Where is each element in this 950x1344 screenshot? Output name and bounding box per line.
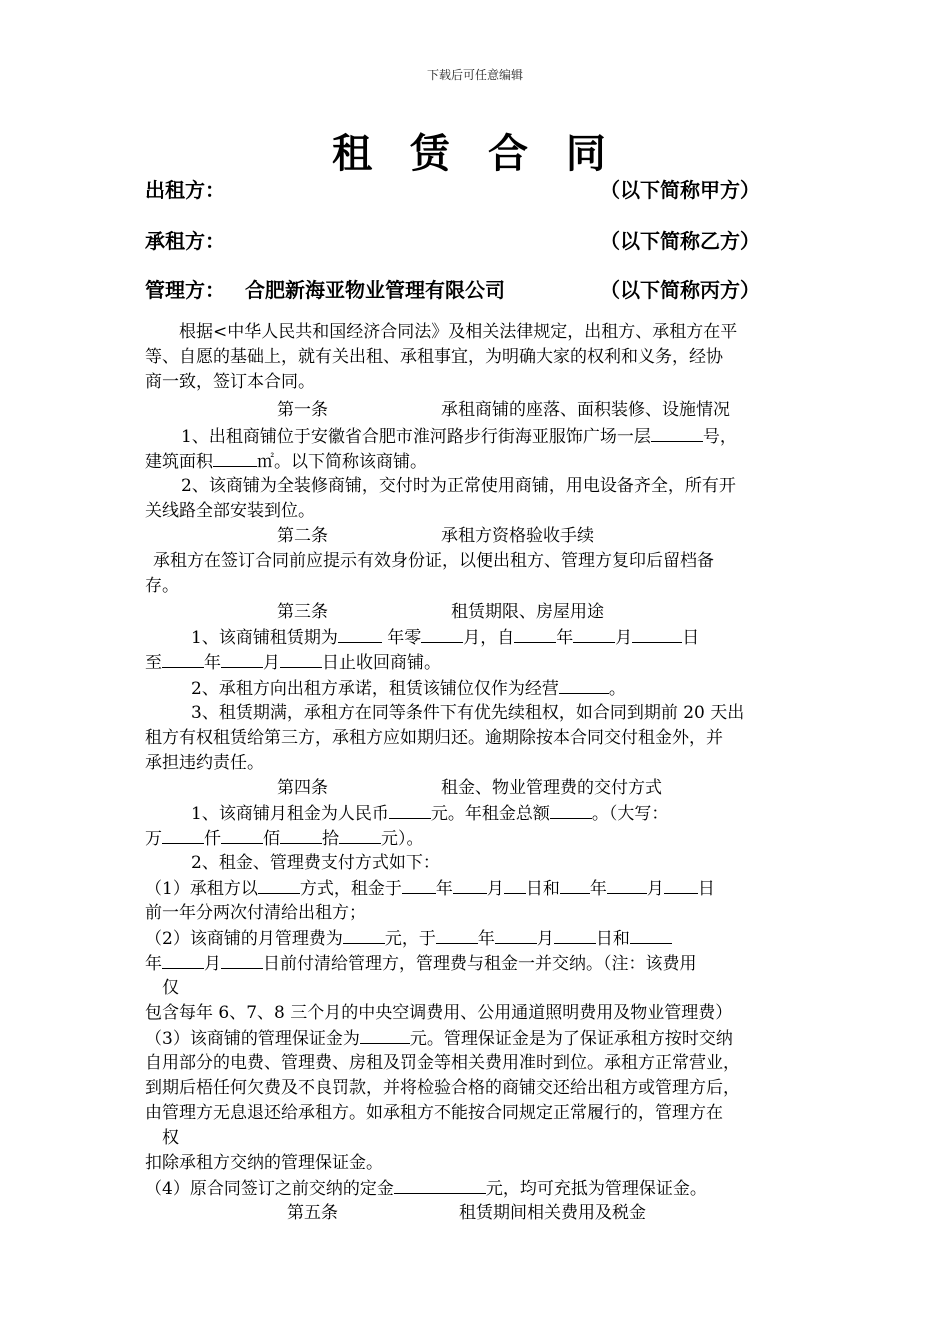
article-title: 租赁期限、房屋用途 xyxy=(451,602,604,622)
party-name: 合肥新海亚物业管理有限公司 xyxy=(245,278,505,302)
article-number: 第三条 xyxy=(277,602,328,622)
blank-field xyxy=(339,826,381,844)
blank-field xyxy=(453,876,487,894)
article-4-sub-3-cont: 扣除承租方交纳的管理保证金。 xyxy=(145,1153,383,1173)
article-2-clause-cont: 存。 xyxy=(145,576,179,596)
blank-field xyxy=(632,625,682,643)
article-3-clause-1-cont: 至 年 月 日止收回商铺。 xyxy=(145,650,441,675)
intro-line: 根据<中华人民共和国经济合同法》及相关法律规定，出租方、承租方在平 xyxy=(179,322,738,342)
article-3-clause-1: 1、该商铺租赁期为 年零 月，自 年 月 日 xyxy=(191,625,699,650)
blank-field xyxy=(607,876,647,894)
blank-field xyxy=(559,676,609,694)
article-4-sub-1: （1）承租方以 方式，租金于 年 月 日和 年 月 日 xyxy=(145,876,715,901)
article-number: 第一条 xyxy=(277,400,328,420)
intro-line: 商一致，签订本合同。 xyxy=(145,372,315,392)
article-3-clause-3-cont: 承担违约责任。 xyxy=(145,753,264,773)
article-4-sub-3-cont: 由管理方无息退还给承租方。如承租方不能按合同规定正常履行的，管理方在 xyxy=(145,1103,723,1123)
blank-field xyxy=(495,926,537,944)
blank-field xyxy=(162,951,204,969)
intro-line: 等、自愿的基础上，就有关出租、承租事宜，为明确大家的权利和义务，经协 xyxy=(145,347,723,367)
blank-field xyxy=(630,926,672,944)
party-label: 管理方： xyxy=(145,278,225,302)
article-1-clause-1-cont: 建筑面积 ㎡。以下简称该商铺。 xyxy=(145,449,427,474)
blank-field xyxy=(221,826,263,844)
party-alias: （以下简称乙方） xyxy=(600,229,760,253)
blank-field xyxy=(554,926,596,944)
blank-field xyxy=(280,650,322,668)
article-4-sub-2-cont: 包含每年 6、7、8 三个月的中央空调费用、公用通道照明费用及物业管理费） xyxy=(145,1003,733,1023)
blank-field xyxy=(221,951,263,969)
blank-field xyxy=(514,625,556,643)
article-4-sub-2: （2）该商铺的月管理费为 元，于 年 月 日和 xyxy=(145,926,672,951)
party-label: 出租方： xyxy=(145,178,225,202)
article-1-clause-2-cont: 关线路全部安装到位。 xyxy=(145,501,315,521)
blank-field xyxy=(402,876,436,894)
blank-field xyxy=(162,826,204,844)
blank-field xyxy=(258,876,300,894)
article-4-sub-3-cont: 权 xyxy=(162,1128,179,1148)
blank-field xyxy=(560,876,590,894)
article-3-clause-3-cont: 租方有权租赁给第三方，承租方应如期归还。逾期除按本合同交付租金外，并 xyxy=(145,728,723,748)
article-4-clause-1: 1、该商铺月租金为人民币 元。年租金总额 。（大写： xyxy=(191,801,668,826)
article-number: 第四条 xyxy=(277,778,328,798)
party-lessee xyxy=(145,225,805,253)
article-4-sub-3-cont: 自用部分的电费、管理费、房租及罚金等相关费用准时到位。承租方正常营业， xyxy=(145,1053,740,1073)
party-lessor xyxy=(145,174,805,202)
blank-field xyxy=(360,1026,410,1044)
blank-field xyxy=(664,876,698,894)
party-manager xyxy=(145,274,805,302)
article-title: 租金、物业管理费的交付方式 xyxy=(441,778,662,798)
article-1-clause-2: 2、该商铺为全装修商铺，交付时为正常使用商铺，用电设备齐全，所有开 xyxy=(181,476,736,496)
article-title: 租赁期间相关费用及税金 xyxy=(459,1203,646,1223)
article-4-sub-2-cont: 仅 xyxy=(162,978,179,998)
article-4-sub-2-cont: 年 月 日前付清给管理方，管理费与租金一并交纳。（注：该费用 xyxy=(145,951,697,976)
blank-field xyxy=(504,876,526,894)
blank-field xyxy=(162,650,204,668)
blank-field xyxy=(338,625,382,643)
header-note: 下载后可任意编辑 xyxy=(426,68,523,82)
party-alias: （以下简称甲方） xyxy=(600,178,760,202)
article-4-sub-1-cont: 前一年分两次付清给出租方； xyxy=(145,903,366,923)
blank-field xyxy=(550,801,592,819)
blank-field xyxy=(389,801,431,819)
blank-field xyxy=(280,826,322,844)
article-3-clause-3: 3、租赁期满，承租方在同等条件下有优先续租权，如合同到期前 20 天出 xyxy=(191,703,745,723)
blank-field xyxy=(436,926,478,944)
blank-field xyxy=(573,625,615,643)
article-number: 第五条 xyxy=(287,1203,338,1223)
party-alias: （以下简称丙方） xyxy=(600,278,760,302)
article-title: 承租商铺的座落、面积装修、设施情况 xyxy=(441,400,730,420)
blank-field xyxy=(213,449,257,467)
party-label: 承租方： xyxy=(145,229,225,253)
contract-title: 租 赁 合 同 xyxy=(332,130,618,177)
article-3-clause-2: 2、承租方向出租方承诺，租赁该铺位仅作为经营 。 xyxy=(191,676,626,701)
article-4-clause-2: 2、租金、管理费支付方式如下： xyxy=(191,853,440,873)
article-number: 第二条 xyxy=(277,526,328,546)
article-4-sub-3: （3）该商铺的管理保证金为 元。管理保证金是为了保证承租方按时交纳 xyxy=(145,1026,733,1051)
article-title: 承租方资格验收手续 xyxy=(441,526,594,546)
article-1-clause-1: 1、出租商铺位于安徽省合肥市淮河路步行街海亚服饰广场一层 号， xyxy=(181,424,737,449)
article-4-sub-4: （4）原合同签订之前交纳的定金 元，均可充抵为管理保证金。 xyxy=(145,1176,707,1201)
blank-field xyxy=(421,625,463,643)
article-4-sub-3-cont: 到期后梧任何欠费及不良罚款，并将检验合格的商铺交还给出租方或管理方后， xyxy=(145,1078,740,1098)
article-4-clause-1-cont: 万 仟 佰 拾 元）。 xyxy=(145,826,424,851)
blank-field xyxy=(343,926,385,944)
contract-body xyxy=(145,320,805,1223)
blank-field xyxy=(651,424,703,442)
article-2-clause: 承租方在签订合同前应提示有效身份证，以便出租方、管理方复印后留档备 xyxy=(153,551,714,571)
blank-field xyxy=(221,650,263,668)
blank-field xyxy=(394,1176,486,1194)
